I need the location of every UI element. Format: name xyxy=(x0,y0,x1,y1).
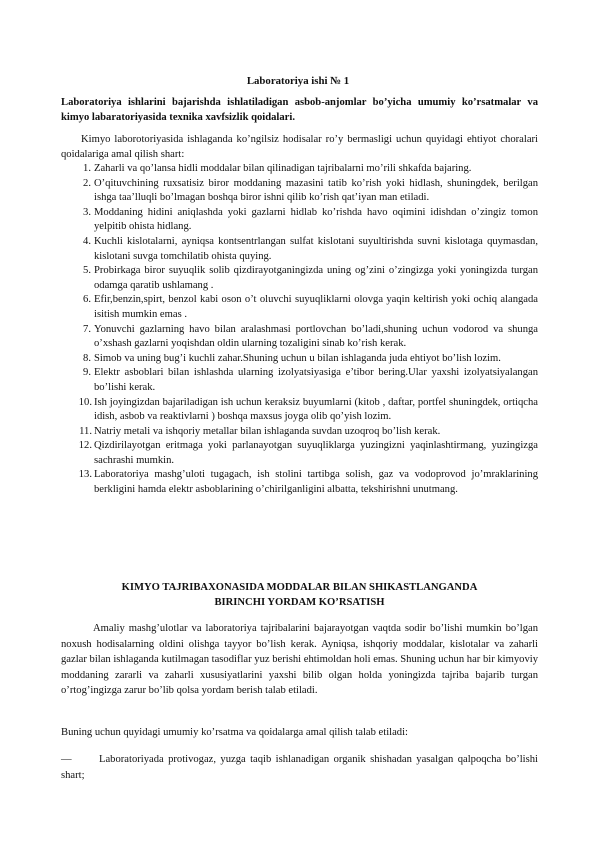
dash-marker: — xyxy=(61,754,72,765)
rule-number: 4. xyxy=(83,235,91,247)
rule-item xyxy=(61,293,538,322)
section-title xyxy=(61,580,538,610)
rule-text: Kuchli kislotalarni, ayniqsa kontsentrlangan sulfat kislotani suyultirishda suvni kislotaga quymasdan, kislotani suvga tomchilatib ohista quying. xyxy=(94,235,538,262)
rule-text: Laboratoriya mashg’uloti tugagach, ish stolini tartibga solish, gaz va vodoprovod jo’mraklarining berkligini hamda elektr asboblarining o’chirilganligini albatta, tekshirishni unutmang. xyxy=(94,469,538,496)
rule-item xyxy=(61,264,538,293)
document-subtitle: Laboratoriya ishlarini bajarishda ishlatiladigan asbob-anjomlar bo’yicha umumiy ko’rsatmalar va kimyo labaratoriyasida texnika xavfsizlik qoidalari. xyxy=(61,97,538,123)
rule-number: 6. xyxy=(83,294,91,306)
rule-item xyxy=(61,206,538,235)
rule-number: 1. xyxy=(83,163,91,174)
rule-text: Zaharli va qo’lansa hidli moddalar bilan qilinadigan tajribalarni mo’rili shkafda bajaring. xyxy=(94,163,472,174)
rule-number: 2. xyxy=(83,177,91,189)
rule-number: 7. xyxy=(83,323,91,335)
intro-paragraph: Kimyo laborotoriyasida ishlaganda ko’ngilsiz hodisalar ro’y bermasligi uchun quyidagi ehtiyot choralari qoidalariga amal qilish shart: xyxy=(61,134,538,160)
rule-item xyxy=(61,366,538,395)
instruction-paragraph: Buning uchun quyidagi umumiy ko’rsatma va qoidalarga amal qilish talab etiladi: xyxy=(61,727,408,738)
rule-number: 11. xyxy=(79,425,92,437)
first-aid-paragraph: Amaliy mashg’ulotlar va laboratoriya tajribalarini bajarayotgan vaqtda sodir bo’lishi mumkin bo’lgan noxush hodisalarning oldini olishga tayyor bo’lish kerak. Ayniqsa, ishqoriy moddalar, kislotalar va zaharli gazlar bilan ishlaganda kutilmagan tasodiflar yuz berishi ehtimoldan holi emas. Shuning uchun har bir kimyoviy moddaning zararli va zaharli xususiyatlarini yaxshi bilib olgan holda yoningizda tajriba bajarib turgan o’rtog’ingizga zarur bo’lib qolsa yordam berish talab etiladi. xyxy=(61,623,538,697)
section-title-line: BIRINCHI YORDAM KO’RSATISH xyxy=(214,597,385,608)
lab-work-title: Laboratoriya ishi № 1 xyxy=(246,75,350,87)
rule-text: Natriy metali va ishqoriy metallar bilan ishlaganda suvdan uzoqroq bo’lish kerak. xyxy=(94,425,441,437)
rule-item xyxy=(61,177,538,206)
rule-item xyxy=(61,425,538,440)
rule-item xyxy=(61,352,538,367)
rule-number: 5. xyxy=(83,265,91,277)
safety-rules-list xyxy=(61,162,538,498)
rule-item xyxy=(61,323,538,352)
rule-text: Moddaning hidini aniqlashda yoki gazlarni hidlab ko’rishda havo oqimini idishdan o’zingiz tomon yelpitib ohista hidlang. xyxy=(94,206,538,233)
dash-list-item xyxy=(61,752,538,783)
section-title-line: KIMYO TAJRIBAXONASIDA MODDALAR BILAN SHIKASTLANGANDA xyxy=(121,582,478,593)
rule-text: Efir,benzin,spirt, benzol kabi oson o’t oluvchi suyuqliklarni olovga yaqin keltirish yoki ochiq alangada isitish mumkin emas . xyxy=(94,294,538,320)
rule-text: Qizdirilayotgan eritmaga yoki parlanayotgan suyuqliklarga yuzingizni yaqinlashtirmang, yuzingizga sachrashi mumkin. xyxy=(94,440,538,466)
rule-number: 13. xyxy=(78,469,92,481)
rule-text: O’qituvchining ruxsatisiz biror moddaning mazasini tatib ko’rish yoki hidlash, shuningdek, berilgan ishga taa’lluqli bo’lmagan boshqa biror ishni qilib ko’rish qat’iyan man etiladi. xyxy=(94,177,538,204)
rule-item xyxy=(61,468,538,497)
rule-number: 3. xyxy=(83,206,91,218)
rule-text: Probirkaga biror suyuqlik solib qizdirayotganingizda uning og’zini o’zingizga yoki yoningizda turgan odamga qaratib ushlamang . xyxy=(94,265,538,291)
rule-number: 8. xyxy=(83,352,91,364)
rule-text: Yonuvchi gazlarning havo bilan aralashmasi portlovchan bo’ladi,shuning uchun vodorod va shunga o’xshash gazlarni yoqishdan oldin ularning tozaligini sinab ko’rish kerak. xyxy=(94,323,538,350)
rule-item xyxy=(61,439,538,468)
rule-number: 9. xyxy=(83,367,91,379)
rule-number: 10. xyxy=(78,396,92,408)
dash-list-item-text: Laboratoriyada protivogaz, yuzga taqib ishlanadigan organik shishadan yasalgan qalpoqcha bo’lishi shart; xyxy=(61,754,538,781)
rule-number: 12. xyxy=(78,440,92,452)
rule-item xyxy=(61,396,538,425)
rule-item xyxy=(61,162,538,177)
rule-text: Elektr asboblari bilan ishlashda ularning izolyatsiyasiga e’tibor bering.Ular yaxshi izolyatsiyalangan bo’lishi kerak. xyxy=(94,367,538,393)
rule-text: Ish joyingizdan bajariladigan ish uchun keraksiz buyumlarni (kitob , daftar, portfel shuningdek, ortiqcha idish, asbob va reaktivlarni ) boshqa maxsus joyga olib qo’yish lozim. xyxy=(94,396,538,423)
rule-item xyxy=(61,235,538,264)
rule-text: Simob va uning bug’i kuchli zahar.Shuning uchun u bilan ishlaganda juda ehtiyot bo’lish lozim. xyxy=(94,352,501,364)
